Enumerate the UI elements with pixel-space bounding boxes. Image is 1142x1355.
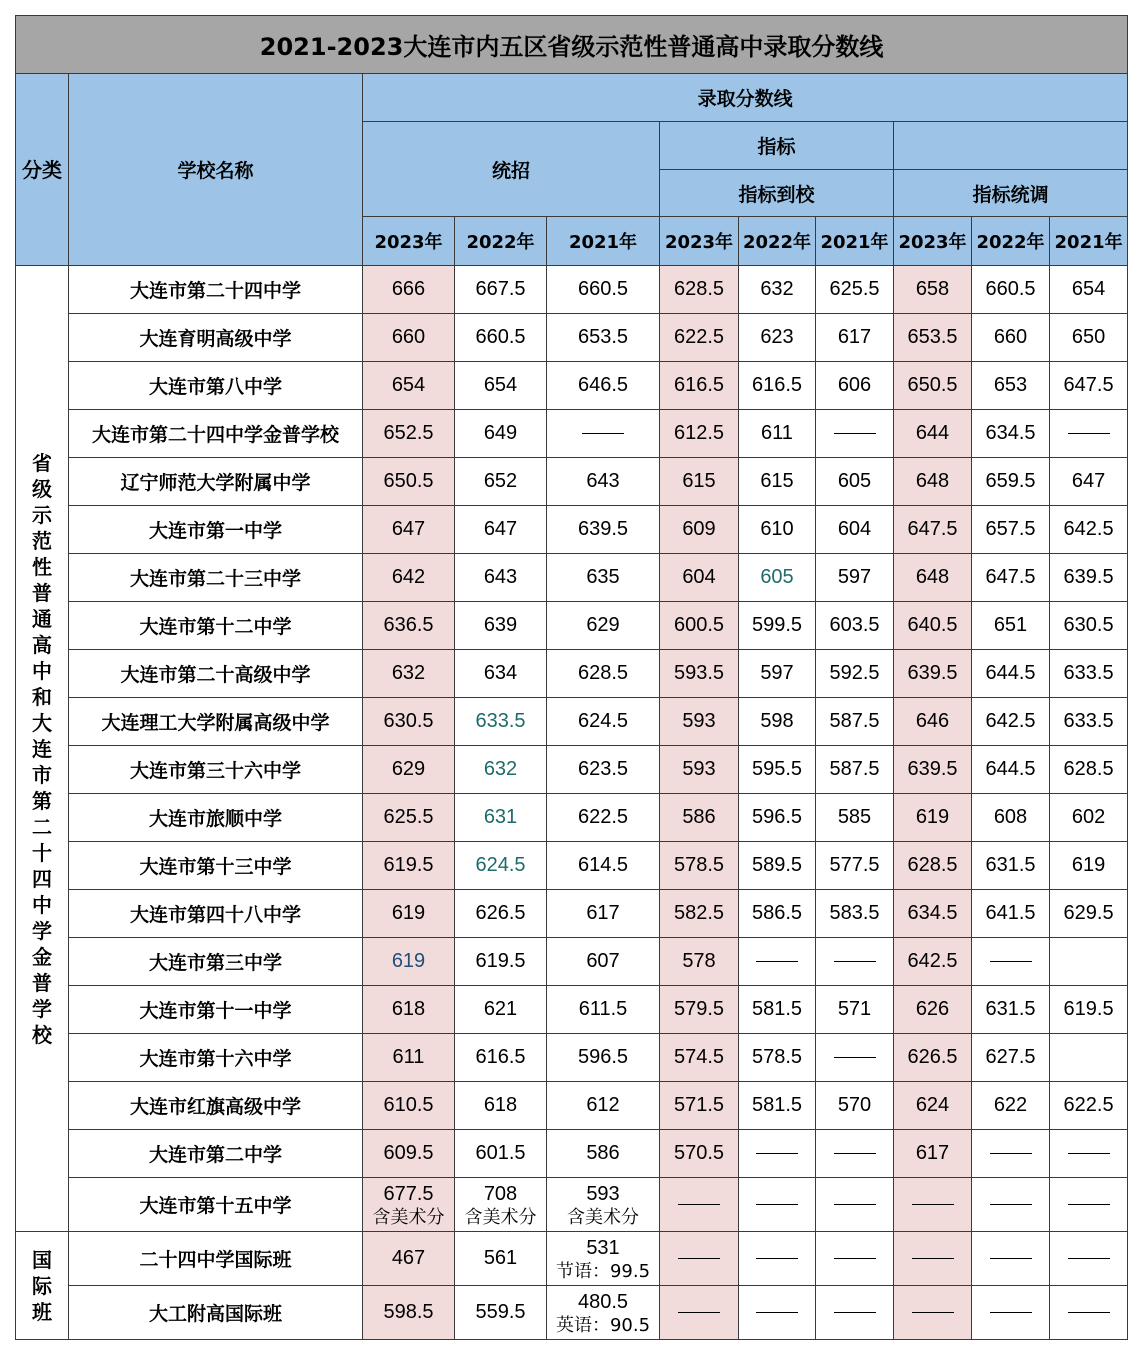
score-cell: 644.5 [972, 746, 1050, 794]
empty-dash [894, 1178, 972, 1232]
table-title: 2021-2023大连市内五区省级示范性普通高中录取分数线 [16, 16, 1128, 74]
school-name: 大连市第二十四中学 [69, 266, 363, 314]
year-header: 2023年 [660, 217, 739, 266]
score-cell: 660.5 [547, 266, 660, 314]
score-cell: 578 [660, 938, 739, 986]
school-name: 大连市第十二中学 [69, 602, 363, 650]
score-cell: 642 [363, 554, 455, 602]
score-cell: 629 [363, 746, 455, 794]
score-cell: 644.5 [972, 650, 1050, 698]
score-cell: 631.5 [972, 986, 1050, 1034]
score-cell: 647.5 [894, 506, 972, 554]
score-cell: 640.5 [894, 602, 972, 650]
score-cell: 647 [363, 506, 455, 554]
score-cell: 622 [972, 1082, 1050, 1130]
score-cell: 660 [363, 314, 455, 362]
score-cell: 601.5 [455, 1130, 547, 1178]
score-cell: 642.5 [1050, 506, 1128, 554]
empty-dash [972, 1232, 1050, 1286]
score-cell: 586 [547, 1130, 660, 1178]
score-cell: 618 [363, 986, 455, 1034]
quota-to-school-header: 指标到校 [660, 170, 894, 217]
empty-dash [660, 1286, 739, 1340]
score-cell: 634.5 [972, 410, 1050, 458]
empty-dash [972, 1178, 1050, 1232]
score-cell: 570 [816, 1082, 894, 1130]
table-row [16, 458, 1128, 506]
score-cell: 619.5 [455, 938, 547, 986]
score-cell: 589.5 [739, 842, 816, 890]
score-cell: 619 [1050, 842, 1128, 890]
score-cell: 647.5 [972, 554, 1050, 602]
score-cell: 574.5 [660, 1034, 739, 1082]
score-cell: 582.5 [660, 890, 739, 938]
table-row [16, 986, 1128, 1034]
score-cell: 622.5 [660, 314, 739, 362]
score-cell [1050, 1034, 1128, 1082]
table-row [16, 602, 1128, 650]
score-cell: 660.5 [455, 314, 547, 362]
school-name: 大连市第三中学 [69, 938, 363, 986]
score-note: 英语：90.5 [555, 1314, 651, 1336]
score-cell: 612.5 [660, 410, 739, 458]
score-cell: 593 [660, 698, 739, 746]
score-cell: 628.5 [547, 650, 660, 698]
score-cell: 630.5 [363, 698, 455, 746]
table-row [16, 698, 1128, 746]
score-cell: 631 [455, 794, 547, 842]
table-row [16, 794, 1128, 842]
score-cell: 639.5 [894, 746, 972, 794]
score-cell: 626 [894, 986, 972, 1034]
school-name: 大连市第二十四中学金普学校 [69, 410, 363, 458]
score-cell: 617 [816, 314, 894, 362]
score-cell: 605 [739, 554, 816, 602]
score-cell: 639 [455, 602, 547, 650]
score-cell: 593.5 [660, 650, 739, 698]
score-cell: 633.5 [455, 698, 547, 746]
school-name: 大连市第三十六中学 [69, 746, 363, 794]
score-cell: 595.5 [739, 746, 816, 794]
school-name: 大连育明高级中学 [69, 314, 363, 362]
score-cell: 592.5 [816, 650, 894, 698]
score-cell: 626.5 [894, 1034, 972, 1082]
empty-dash [894, 1286, 972, 1340]
table-row [16, 746, 1128, 794]
table-row [16, 554, 1128, 602]
score-cell: 652 [455, 458, 547, 506]
score-cell: 611 [363, 1034, 455, 1082]
score-cell: 653.5 [894, 314, 972, 362]
score-cell: 629 [547, 602, 660, 650]
score-cell: 614.5 [547, 842, 660, 890]
school-name: 大连市第十三中学 [69, 842, 363, 890]
score-cell: 631.5 [972, 842, 1050, 890]
quota-blank-header [894, 122, 1128, 170]
score-cell: 600.5 [660, 602, 739, 650]
score-cell: 615 [660, 458, 739, 506]
empty-dash [894, 1232, 972, 1286]
score-cell [547, 1286, 660, 1340]
year-header: 2021年 [816, 217, 894, 266]
year-header: 2022年 [972, 217, 1050, 266]
school-name: 大连市第一中学 [69, 506, 363, 554]
school-name: 大连市第二十三中学 [69, 554, 363, 602]
score-cell: 559.5 [455, 1286, 547, 1340]
score-cell: 660 [972, 314, 1050, 362]
score-cell: 642.5 [894, 938, 972, 986]
empty-dash [1050, 410, 1128, 458]
score-cell: 612 [547, 1082, 660, 1130]
table-row [16, 362, 1128, 410]
empty-dash [1050, 1130, 1128, 1178]
score-cell: 648 [894, 458, 972, 506]
score-cell: 571 [816, 986, 894, 1034]
score-cell: 586.5 [739, 890, 816, 938]
score-cell: 622.5 [547, 794, 660, 842]
score-cell: 654 [363, 362, 455, 410]
score-cell: 644 [894, 410, 972, 458]
score-cell: 581.5 [739, 1082, 816, 1130]
score-cell: 626.5 [455, 890, 547, 938]
year-header: 2021年 [547, 217, 660, 266]
score-cell: 585 [816, 794, 894, 842]
score-cell: 608 [972, 794, 1050, 842]
score-cell: 624.5 [455, 842, 547, 890]
score-cell [363, 1178, 455, 1232]
score-cell: 606 [816, 362, 894, 410]
score-cell: 587.5 [816, 698, 894, 746]
score-cell: 642.5 [972, 698, 1050, 746]
table-row [16, 938, 1128, 986]
table-row [16, 1232, 1128, 1286]
score-cell: 654 [455, 362, 547, 410]
score-value: 677.5 [383, 1182, 434, 1205]
empty-dash [972, 1130, 1050, 1178]
empty-dash [739, 1130, 816, 1178]
score-cell: 625.5 [363, 794, 455, 842]
score-cell: 561 [455, 1232, 547, 1286]
score-cell: 616.5 [660, 362, 739, 410]
school-name: 大连市旅顺中学 [69, 794, 363, 842]
empty-dash [660, 1232, 739, 1286]
unified-header: 统招 [363, 122, 660, 217]
score-cell: 621 [455, 986, 547, 1034]
score-note: 含美术分 [372, 1206, 445, 1228]
score-cell: 623 [739, 314, 816, 362]
score-cell: 639.5 [894, 650, 972, 698]
score-cell: 652.5 [363, 410, 455, 458]
empty-dash [816, 938, 894, 986]
score-cell: 654 [1050, 266, 1128, 314]
score-cell: 648 [894, 554, 972, 602]
score-cell: 628.5 [894, 842, 972, 890]
score-cell: 643 [547, 458, 660, 506]
score-cell: 616.5 [455, 1034, 547, 1082]
table-row [16, 650, 1128, 698]
score-cell: 628.5 [1050, 746, 1128, 794]
score-cell: 636.5 [363, 602, 455, 650]
score-cell: 578.5 [739, 1034, 816, 1082]
score-value: 480.5 [577, 1290, 629, 1313]
score-cell: 609 [660, 506, 739, 554]
score-cell: 651 [972, 602, 1050, 650]
empty-dash [972, 1286, 1050, 1340]
score-cell: 639.5 [547, 506, 660, 554]
score-cell: 627.5 [972, 1034, 1050, 1082]
empty-dash [1050, 1232, 1128, 1286]
cutoff-header: 录取分数线 [363, 74, 1128, 122]
school-name: 大连市第二中学 [69, 1130, 363, 1178]
score-cell: 571.5 [660, 1082, 739, 1130]
score-cell: 605 [816, 458, 894, 506]
score-value: 531 [586, 1236, 620, 1259]
score-note: 含美术分 [567, 1206, 639, 1228]
school-name: 大连市第十五中学 [69, 1178, 363, 1232]
school-name: 大工附高国际班 [69, 1286, 363, 1340]
school-name: 大连市第二十高级中学 [69, 650, 363, 698]
score-note: 含美术分 [464, 1206, 537, 1228]
score-cell: 650.5 [894, 362, 972, 410]
score-cell: 597 [739, 650, 816, 698]
category-header: 分类 [16, 74, 69, 266]
score-cell [547, 1178, 660, 1232]
score-cell: 587.5 [816, 746, 894, 794]
school-name: 大连市红旗高级中学 [69, 1082, 363, 1130]
quota-header: 指标 [660, 122, 894, 170]
score-cell: 578.5 [660, 842, 739, 890]
score-cell: 599.5 [739, 602, 816, 650]
score-cell: 598.5 [363, 1286, 455, 1340]
year-header: 2023年 [894, 217, 972, 266]
score-cell: 619 [894, 794, 972, 842]
table-row [16, 314, 1128, 362]
score-cell: 647 [455, 506, 547, 554]
score-cell: 641.5 [972, 890, 1050, 938]
table-row [16, 410, 1128, 458]
score-cell: 646.5 [547, 362, 660, 410]
score-cell: 611 [739, 410, 816, 458]
score-cell: 619 [363, 938, 455, 986]
score-value: 708 [483, 1182, 518, 1205]
table-row [16, 266, 1128, 314]
score-cell: 619 [363, 890, 455, 938]
score-cell: 609.5 [363, 1130, 455, 1178]
score-cell: 653 [972, 362, 1050, 410]
score-cell: 586 [660, 794, 739, 842]
score-cell: 647 [1050, 458, 1128, 506]
score-cell: 615 [739, 458, 816, 506]
score-cell: 653.5 [547, 314, 660, 362]
score-note: 节语：99.5 [555, 1260, 651, 1282]
empty-dash [660, 1178, 739, 1232]
score-cell: 632 [363, 650, 455, 698]
score-cell: 635 [547, 554, 660, 602]
table-row [16, 1178, 1128, 1232]
score-cell: 639.5 [1050, 554, 1128, 602]
empty-dash [739, 1232, 816, 1286]
score-cell: 667.5 [455, 266, 547, 314]
score-cell: 570.5 [660, 1130, 739, 1178]
score-cell: 657.5 [972, 506, 1050, 554]
score-cell: 643 [455, 554, 547, 602]
category-intl-label: 国际班 [32, 1247, 52, 1324]
empty-dash [972, 938, 1050, 986]
score-value: 593 [586, 1182, 620, 1205]
score-cell: 630.5 [1050, 602, 1128, 650]
score-cell: 646 [894, 698, 972, 746]
category-main-label: 省级示范性普通高中和大连市第二十四中学金普学校 [32, 450, 52, 1047]
score-cell: 617 [894, 1130, 972, 1178]
score-cell: 597 [816, 554, 894, 602]
score-cell: 610 [739, 506, 816, 554]
score-cell: 622.5 [1050, 1082, 1128, 1130]
score-cell: 616.5 [739, 362, 816, 410]
score-cell: 467 [363, 1232, 455, 1286]
score-cell: 628.5 [660, 266, 739, 314]
year-header: 2021年 [1050, 217, 1128, 266]
year-header: 2022年 [455, 217, 547, 266]
empty-dash [739, 1178, 816, 1232]
score-cell [455, 1178, 547, 1232]
score-cell: 603.5 [816, 602, 894, 650]
category-intl [16, 1232, 69, 1340]
empty-dash [816, 1130, 894, 1178]
school-name-header: 学校名称 [69, 74, 363, 266]
empty-dash [739, 1286, 816, 1340]
score-cell: 658 [894, 266, 972, 314]
school-name: 大连市第八中学 [69, 362, 363, 410]
score-cell: 619.5 [1050, 986, 1128, 1034]
year-header: 2023年 [363, 217, 455, 266]
score-cell: 647.5 [1050, 362, 1128, 410]
table-row [16, 1286, 1128, 1340]
score-cell: 634.5 [894, 890, 972, 938]
score-cell: 602 [1050, 794, 1128, 842]
score-cell: 611.5 [547, 986, 660, 1034]
score-cell: 624 [894, 1082, 972, 1130]
score-cell: 583.5 [816, 890, 894, 938]
admission-score-table [15, 15, 1128, 1340]
score-cell: 633.5 [1050, 650, 1128, 698]
school-name: 大连市第十一中学 [69, 986, 363, 1034]
empty-dash [816, 410, 894, 458]
empty-dash [547, 410, 660, 458]
score-cell: 593 [660, 746, 739, 794]
empty-dash [739, 938, 816, 986]
score-cell [1050, 938, 1128, 986]
category-main [16, 266, 69, 1232]
school-name: 大连理工大学附属高级中学 [69, 698, 363, 746]
score-cell: 650 [1050, 314, 1128, 362]
score-cell: 598 [739, 698, 816, 746]
score-cell: 629.5 [1050, 890, 1128, 938]
score-cell: 659.5 [972, 458, 1050, 506]
score-cell: 596.5 [739, 794, 816, 842]
score-cell: 610.5 [363, 1082, 455, 1130]
quota-adjust-header: 指标统调 [894, 170, 1128, 217]
table-row [16, 890, 1128, 938]
table-row [16, 1082, 1128, 1130]
table-row [16, 506, 1128, 554]
score-cell: 633.5 [1050, 698, 1128, 746]
empty-dash [816, 1286, 894, 1340]
score-cell: 579.5 [660, 986, 739, 1034]
empty-dash [816, 1034, 894, 1082]
empty-dash [816, 1178, 894, 1232]
score-cell: 596.5 [547, 1034, 660, 1082]
table-row [16, 1034, 1128, 1082]
empty-dash [1050, 1286, 1128, 1340]
score-cell: 649 [455, 410, 547, 458]
score-cell: 650.5 [363, 458, 455, 506]
score-cell: 607 [547, 938, 660, 986]
score-cell: 660.5 [972, 266, 1050, 314]
school-name: 辽宁师范大学附属中学 [69, 458, 363, 506]
score-cell: 617 [547, 890, 660, 938]
school-name: 大连市第四十八中学 [69, 890, 363, 938]
score-cell: 604 [816, 506, 894, 554]
score-cell: 632 [739, 266, 816, 314]
table-row [16, 1130, 1128, 1178]
score-cell: 623.5 [547, 746, 660, 794]
empty-dash [816, 1232, 894, 1286]
school-name: 大连市第十六中学 [69, 1034, 363, 1082]
score-cell: 666 [363, 266, 455, 314]
score-cell: 634 [455, 650, 547, 698]
score-cell: 581.5 [739, 986, 816, 1034]
school-name: 二十四中学国际班 [69, 1232, 363, 1286]
year-header: 2022年 [739, 217, 816, 266]
score-cell: 625.5 [816, 266, 894, 314]
table-row [16, 842, 1128, 890]
score-cell: 604 [660, 554, 739, 602]
score-cell: 624.5 [547, 698, 660, 746]
score-cell: 577.5 [816, 842, 894, 890]
score-cell: 618 [455, 1082, 547, 1130]
score-cell: 632 [455, 746, 547, 794]
empty-dash [1050, 1178, 1128, 1232]
score-cell [547, 1232, 660, 1286]
score-cell: 619.5 [363, 842, 455, 890]
